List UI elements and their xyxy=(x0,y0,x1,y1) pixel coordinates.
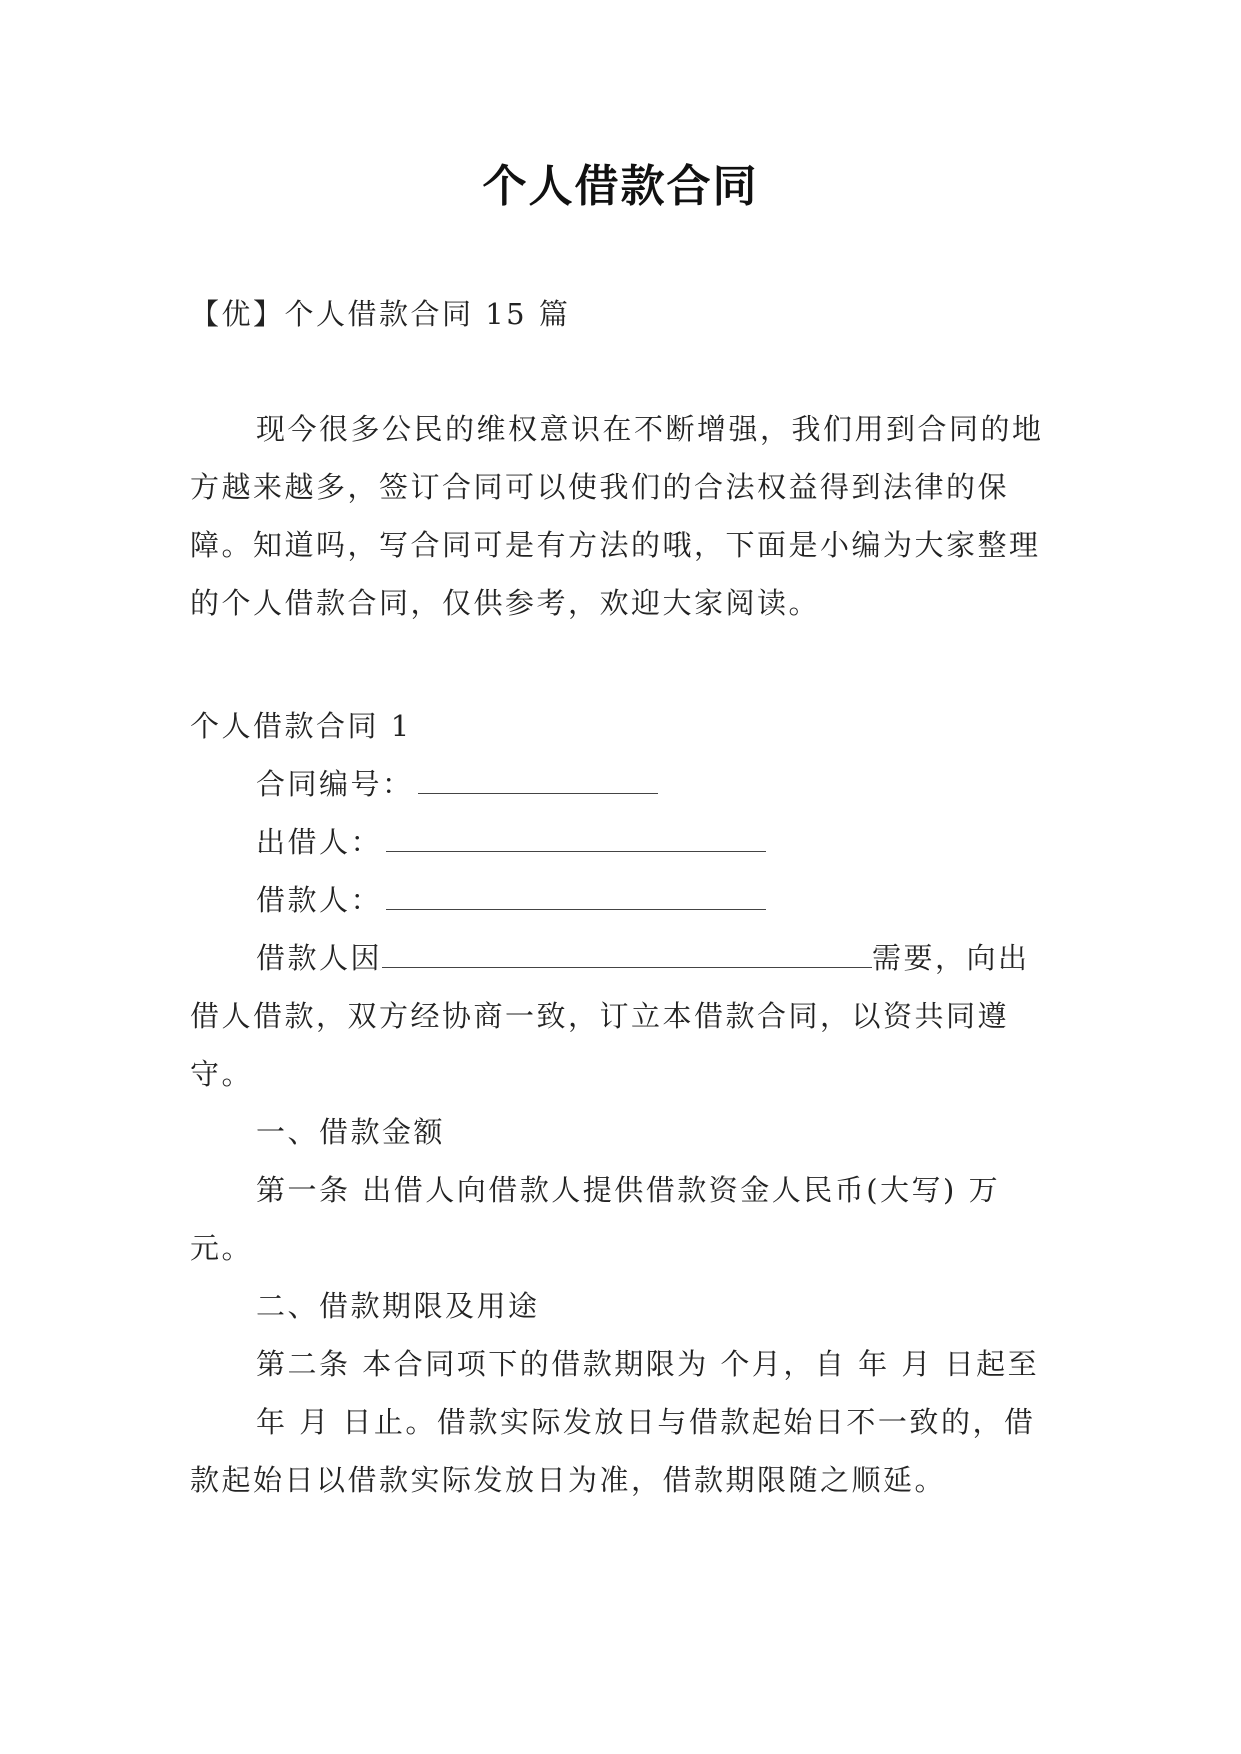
purpose-prefix: 借款人因 xyxy=(256,941,383,975)
contract-number-row xyxy=(190,755,1050,813)
article1-paragraph: 第一条 出借人向借款人提供借款资金人民币(大写) 万元。 xyxy=(190,1173,1001,1265)
contract-number-blank[interactable] xyxy=(418,793,658,794)
lender-blank[interactable] xyxy=(386,851,766,852)
purpose-blank[interactable] xyxy=(382,967,872,968)
section2-heading: 二、借款期限及用途 xyxy=(256,1289,540,1323)
document-subtitle: 【优】个人借款合同 15 篇 xyxy=(190,297,571,331)
borrower-label: 借款人： xyxy=(256,883,383,917)
contract-body xyxy=(190,697,1050,1509)
lender-label: 出借人： xyxy=(256,825,383,859)
intro-paragraph: 现今很多公民的维权意识在不断增强，我们用到合同的地方越来越多，签订合同可以使我们的合法权益得到法律的保障。知道吗，写合同可是有方法的哦，下面是小编为大家整理的个人借款合同，仅供参考，欢迎大家阅读。 xyxy=(190,412,1044,620)
purpose-paragraph xyxy=(190,929,1050,1103)
contract-heading: 个人借款合同 1 xyxy=(190,709,412,743)
document-title: 个人借款合同 xyxy=(482,161,759,212)
purpose-suffix: 需要，向出借人借款，双方经协商一致，订立本借款合同，以资共同遵守。 xyxy=(190,941,1030,1091)
contract-number-label: 合同编号： xyxy=(256,767,414,801)
article2-continuation: 年 月 日止。借款实际发放日与借款起始日不一致的，借款起始日以借款实际发放日为准，借款期限随之顺延。 xyxy=(190,1405,1036,1497)
borrower-row xyxy=(190,871,1050,929)
section1-heading: 一、借款金额 xyxy=(256,1115,446,1149)
lender-row xyxy=(190,813,1050,871)
article2-paragraph: 第二条 本合同项下的借款期限为 个月，自 年 月 日起至 xyxy=(256,1347,1040,1381)
borrower-blank[interactable] xyxy=(386,909,766,910)
